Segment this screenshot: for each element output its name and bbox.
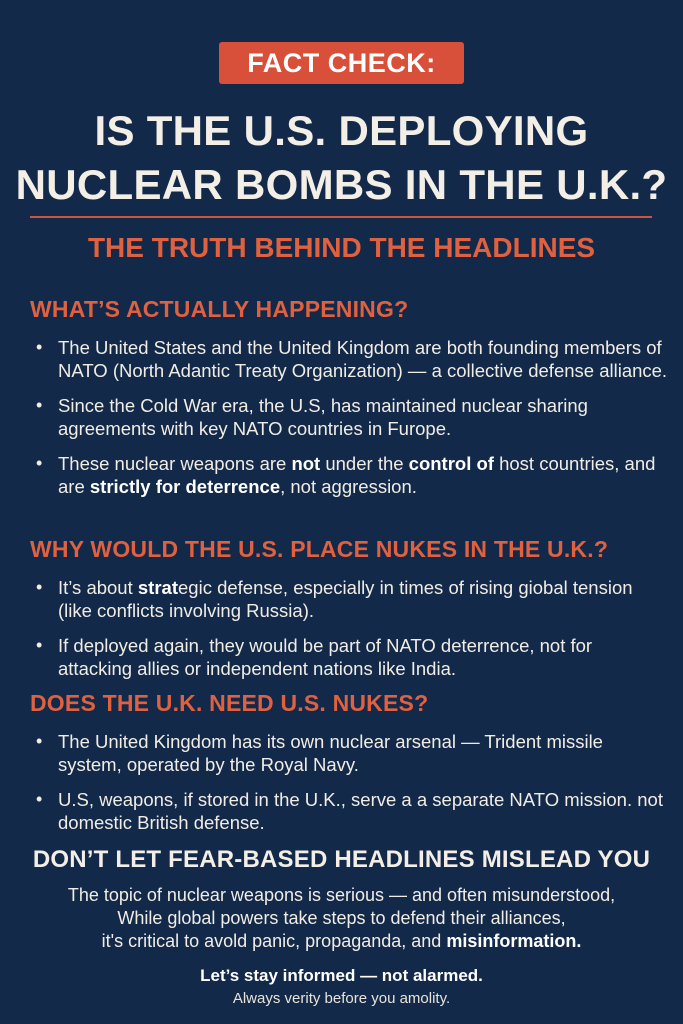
closing-paragraph bbox=[0, 884, 683, 953]
section-heading-why-uk: WHY WOULD THE U.S. PLACE NUKES IN THE U.K.? bbox=[30, 536, 609, 562]
bullet-emphasis: strat bbox=[137, 577, 178, 598]
section-list-whats-happening bbox=[30, 336, 670, 510]
section-list-uk-need bbox=[30, 730, 670, 846]
section-heading-whats-happening: WHAT’S ACTUALLY HAPPENING? bbox=[30, 296, 409, 322]
bullet-text: host countries, and are bbox=[58, 453, 656, 497]
bullet-text: The United States and the United Kingdom are both founding members of NATO (North Adantic Treaty Organization) — a collective defense alliance. bbox=[58, 337, 668, 381]
subtitle: THE TRUTH BEHIND THE HEADLINES bbox=[87, 232, 596, 263]
closing-line-3-emphasis: misinformation. bbox=[446, 931, 582, 951]
bullet-emphasis: strictly for deterrence bbox=[89, 476, 281, 497]
bullet-item bbox=[30, 452, 670, 498]
closing-line-2: While global powers take steps to defend their alliances, bbox=[117, 908, 566, 928]
bullet-text: U.S, weapons, if stored in the U.K., serve a a separate NATO mission. not domestic British defense. bbox=[58, 789, 663, 833]
divider-rule bbox=[30, 216, 652, 218]
bullet-text: Since the Cold War era, the U.S, has maintained nuclear sharing agreements with key NATO countries in Furope. bbox=[58, 395, 588, 439]
tagline: Let’s stay informed — not alarmed. bbox=[200, 966, 483, 985]
page-title bbox=[0, 104, 683, 212]
bullet-item bbox=[30, 788, 670, 834]
bullet-text: These nuclear weapons are bbox=[58, 453, 292, 474]
bullet-emphasis: not bbox=[291, 453, 321, 474]
title-line-1: IS THE U.S. DEPLOYING bbox=[94, 107, 589, 154]
closing-heading: DON’T LET FEAR-BASED HEADLINES MISLEAD YOU bbox=[32, 846, 651, 873]
bullet-emphasis: control of bbox=[408, 453, 494, 474]
bullet-item bbox=[30, 576, 670, 622]
bullet-text: It’s about bbox=[58, 577, 138, 598]
closing-line-3-text: it's critical to avold panic, propaganda, and bbox=[101, 931, 447, 951]
bullet-text: If deployed again, they would be part of NATO deterrence, not for attacking allies or independent nations like India. bbox=[58, 635, 593, 679]
bullet-text: The United Kingdom has its own nuclear arsenal — Trident missile system, operated by the Royal Navy. bbox=[58, 731, 603, 775]
bullet-item bbox=[30, 634, 670, 680]
section-list-why-uk bbox=[30, 576, 670, 692]
bullet-item bbox=[30, 730, 670, 776]
closing-line-3 bbox=[0, 930, 683, 953]
bullet-text: , not aggression. bbox=[280, 476, 417, 497]
bullet-item bbox=[30, 394, 670, 440]
bullet-text: egic defense, especially in times of rising giobal tension (like conflicts involving Russia). bbox=[58, 577, 633, 621]
bullet-text: under the bbox=[320, 453, 409, 474]
title-line-2: NUCLEAR BOMBS IN THE U.K.? bbox=[15, 161, 668, 208]
closing-line-1: The topic of nuclear weapons is serious — and often misunderstood, bbox=[67, 885, 616, 905]
fact-check-badge: FACT CHECK: bbox=[219, 42, 464, 84]
bullet-item bbox=[30, 336, 670, 382]
footer-note: Always verity before you amolity. bbox=[232, 990, 451, 1007]
section-heading-uk-need: DOES THE U.K. NEED U.S. NUKES? bbox=[30, 690, 429, 716]
